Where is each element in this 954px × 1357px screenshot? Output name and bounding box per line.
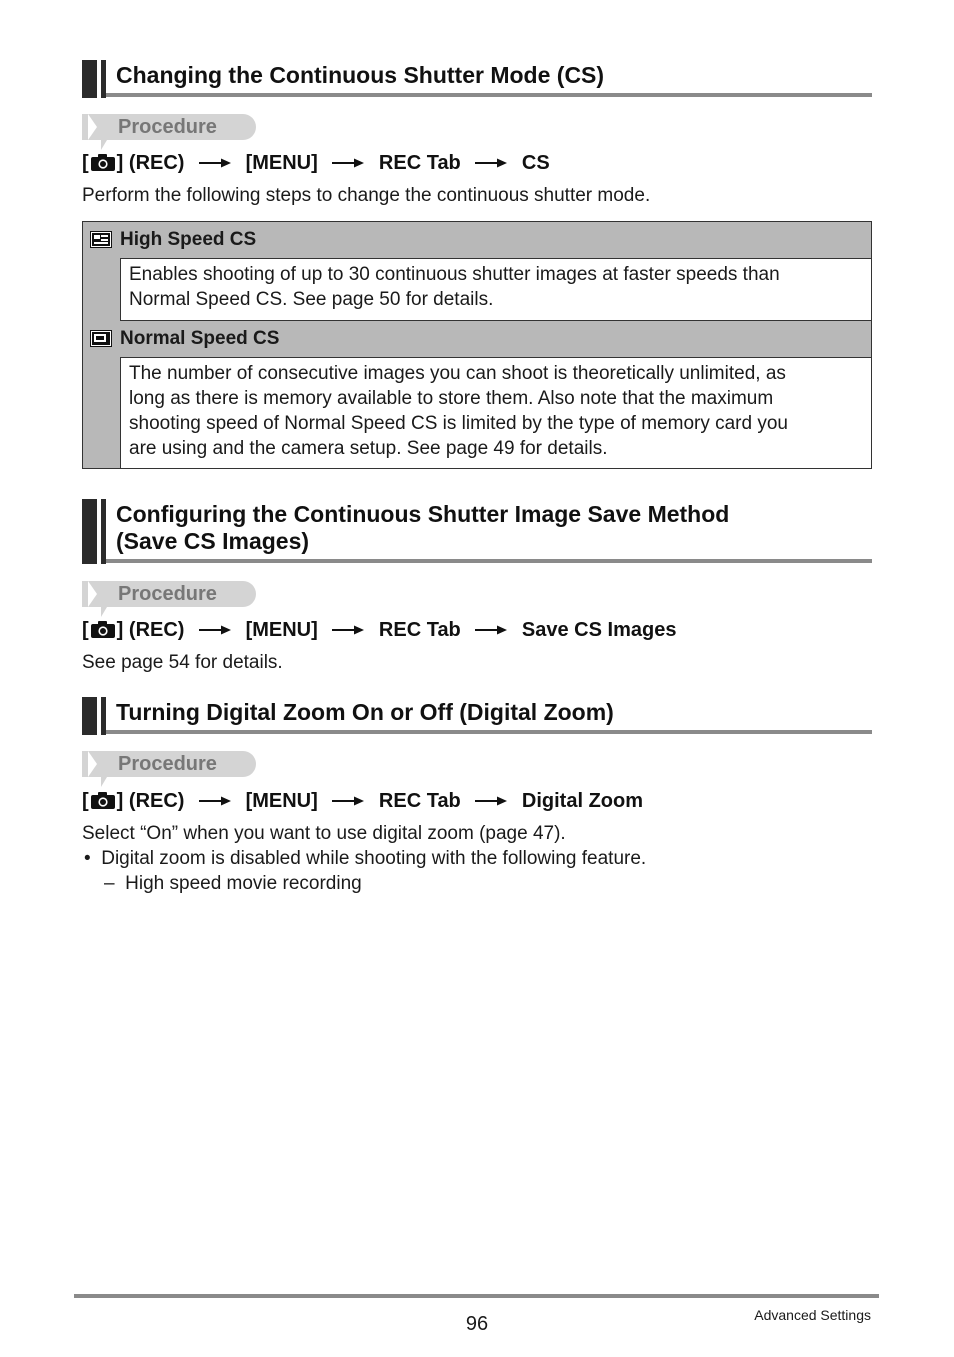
description-line: Enables shooting of up to 30 continuous shutter images at faster speeds than: [129, 264, 780, 285]
procedure-label: Procedure: [118, 583, 217, 605]
description-line: Normal Speed CS. See page 50 for details.: [129, 289, 494, 310]
path-rec: (REC): [128, 151, 185, 174]
camera-icon: [90, 791, 116, 810]
sub-bullet-text: High speed movie recording: [125, 873, 362, 894]
section-title: Configuring the Continuous Shutter Image Save Method (Save CS Images): [116, 501, 730, 554]
description-line: shooting speed of Normal Speed CS is limited by the type of memory card you: [129, 413, 788, 434]
path-menu: [MENU]: [245, 151, 318, 174]
description-line: long as there is memory available to store them. Also note that the maximum: [129, 388, 774, 409]
option-header: [83, 222, 871, 258]
arrow-right-icon: [475, 158, 507, 168]
procedure-label: Procedure: [118, 116, 217, 138]
heading-bar: [101, 499, 106, 564]
path-menu: [MENU]: [245, 789, 318, 812]
bullet-item: [84, 846, 646, 871]
heading-bar: [82, 499, 97, 564]
path-tab: REC Tab: [378, 789, 461, 812]
bullet-text: Digital zoom is disabled while shooting with the following feature.: [101, 848, 647, 869]
heading-bar: [82, 697, 97, 735]
bullet-icon: •: [84, 848, 91, 869]
option-header: [83, 321, 871, 357]
heading-bar: [82, 60, 97, 98]
path-tab: REC Tab: [378, 618, 461, 641]
normal-speed-cs-icon: [90, 330, 112, 347]
option-name: Normal Speed CS: [120, 328, 280, 349]
arrow-right-icon: [475, 796, 507, 806]
section-heading-save-cs: [82, 499, 872, 564]
path-rec: (REC): [128, 618, 185, 641]
description-line: The number of consecutive images you can shoot is theoretically unlimited, as: [129, 363, 786, 384]
procedure-label: Procedure: [118, 753, 217, 775]
path-tab: REC Tab: [378, 151, 461, 174]
chevron-icon: [88, 114, 97, 140]
sub-bullet-item: [104, 871, 362, 896]
heading-rule: [106, 559, 872, 563]
page-number: 96: [465, 1313, 489, 1335]
path-menu: [MENU]: [245, 618, 318, 641]
procedure-tag: [82, 114, 256, 140]
path-target: Save CS Images: [521, 618, 677, 641]
camera-icon: [90, 153, 116, 172]
option-description: [120, 357, 871, 469]
option-description: [120, 258, 871, 321]
option-name: High Speed CS: [120, 229, 257, 250]
menu-path: [ ] (REC) [MENU] REC Tab Save CS Images: [82, 618, 677, 641]
section-title: Changing the Continuous Shutter Mode (CS): [116, 62, 605, 88]
chapter-label: Advanced Settings: [754, 1307, 871, 1323]
procedure-tag: [82, 581, 256, 607]
chevron-icon: [88, 581, 97, 607]
intro-text: Select “On” when you want to use digital zoom (page 47).: [82, 823, 566, 844]
menu-path: [ ] (REC) [MENU] REC Tab CS: [82, 151, 550, 174]
arrow-right-icon: [332, 796, 364, 806]
section-heading-cs: [82, 60, 872, 98]
section-title: Turning Digital Zoom On or Off (Digital Zoom): [116, 699, 614, 725]
camera-icon: [90, 620, 116, 639]
intro-text: See page 54 for details.: [82, 652, 283, 673]
dash-icon: –: [104, 873, 115, 894]
arrow-right-icon: [332, 625, 364, 635]
section-heading-digital-zoom: [82, 697, 872, 735]
heading-rule: [106, 730, 872, 734]
arrow-right-icon: [475, 625, 507, 635]
path-rec: (REC): [128, 789, 185, 812]
menu-path: [ ] (REC) [MENU] REC Tab Digital Zoom: [82, 789, 644, 812]
high-speed-cs-icon: [90, 231, 112, 248]
arrow-right-icon: [332, 158, 364, 168]
procedure-tag: [82, 751, 256, 777]
heading-rule: [106, 93, 872, 97]
footer-rule: [74, 1294, 879, 1298]
path-target: CS: [521, 151, 550, 174]
intro-text: Perform the following steps to change the continuous shutter mode.: [82, 185, 651, 206]
description-line: are using and the camera setup. See page 49 for details.: [129, 438, 608, 459]
cs-options-table: [82, 221, 872, 469]
arrow-right-icon: [199, 796, 231, 806]
arrow-right-icon: [199, 625, 231, 635]
path-target: Digital Zoom: [521, 789, 644, 812]
arrow-right-icon: [199, 158, 231, 168]
chevron-icon: [88, 751, 97, 777]
